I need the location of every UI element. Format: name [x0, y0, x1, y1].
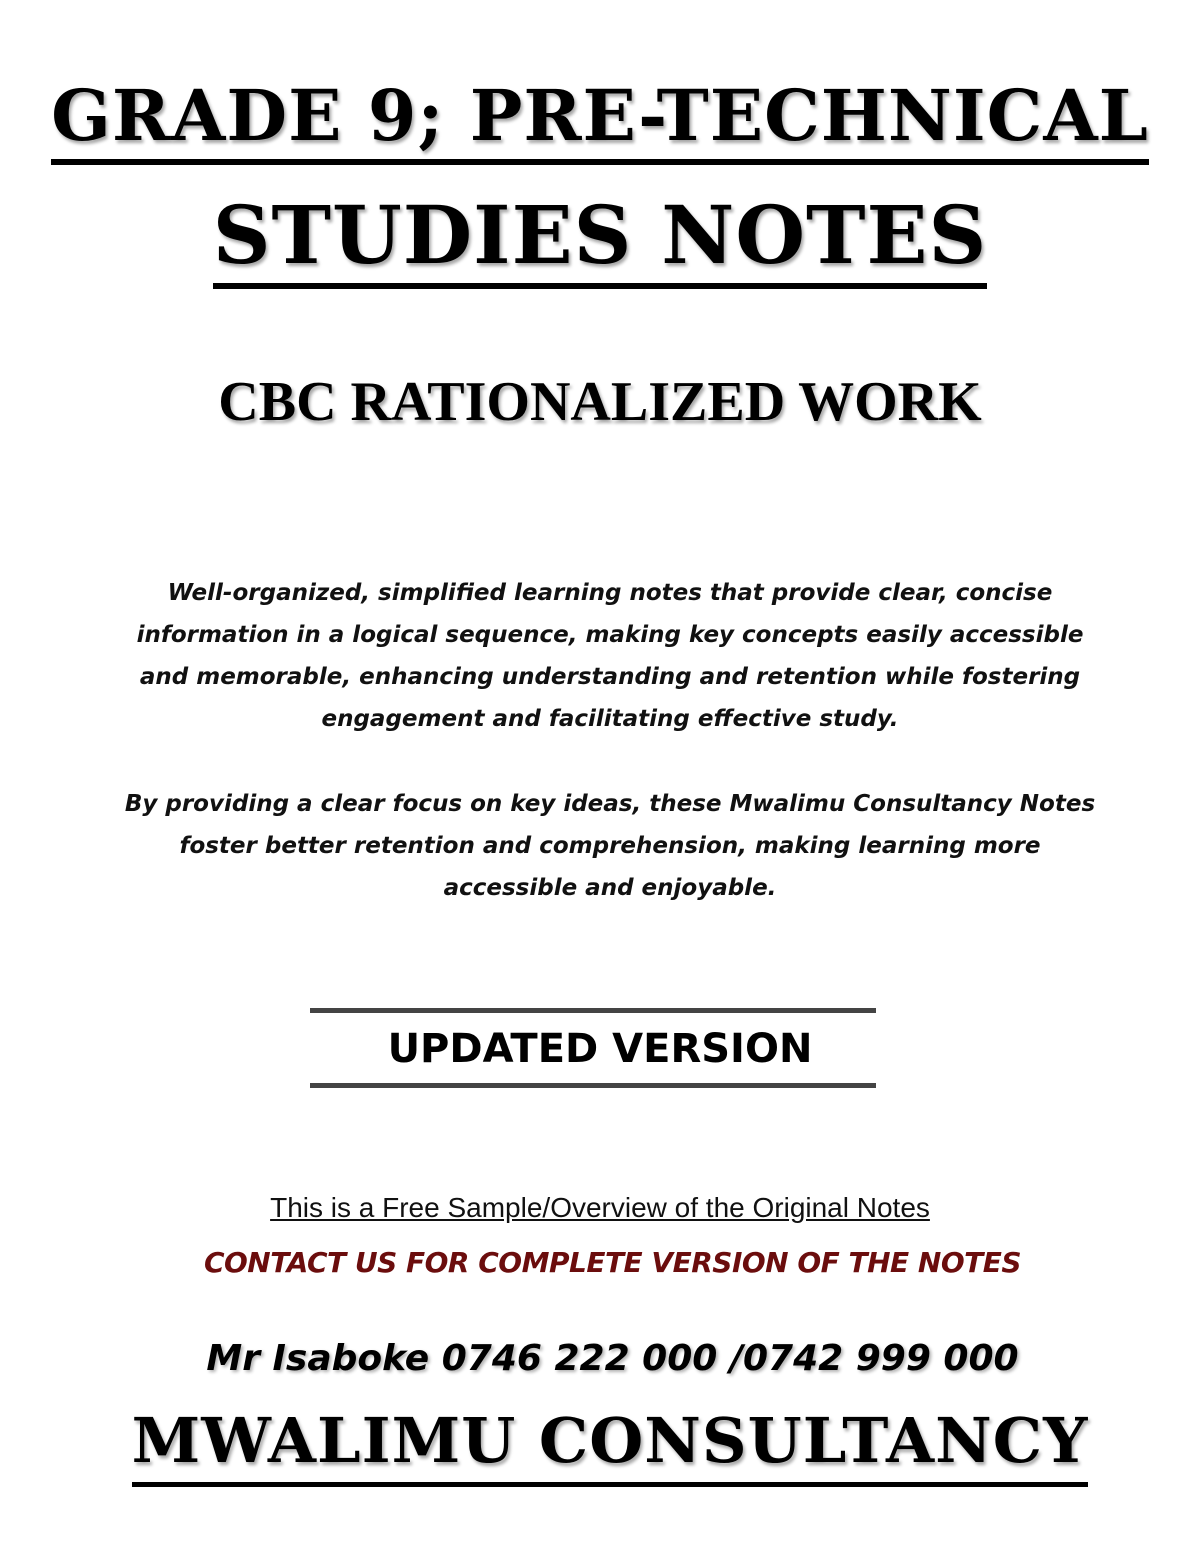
title-line-2 — [0, 188, 1200, 289]
description-paragraph-2: By providing a clear focus on key ideas, these Mwalimu Consultancy Notes foster better retention and comprehension, making learning more accessible and enjoyable. — [124, 791, 1096, 901]
version-rule-bottom — [310, 1083, 876, 1088]
title-line-1 — [0, 74, 1200, 165]
contact-call: CONTACT US FOR COMPLETE VERSION OF THE NOTES — [203, 1246, 1022, 1279]
description-paragraph-1: Well-organized, simplified learning notes that provide clear, concise information in a logical sequence, making key concepts easily accessible and memorable, enhancing understanding and retention while fostering engagement and facilitating effective study. — [136, 580, 1084, 732]
title-text-2: STUDIES NOTES — [213, 195, 988, 289]
contact-phones: Mr Isaboke 0746 222 000 /0742 999 000 — [206, 1338, 1019, 1379]
sample-notice: This is a Free Sample/Overview of the Original Notes — [270, 1192, 930, 1223]
subtitle: CBC RATIONALIZED WORK — [218, 371, 982, 433]
version-rule-top — [310, 1008, 876, 1013]
title-text-1: GRADE 9; PRE-TECHNICAL — [51, 81, 1149, 165]
version-banner: UPDATED VERSION — [387, 1026, 813, 1072]
brand-name: MWALIMU CONSULTANCY — [132, 1410, 1089, 1487]
brand-line — [10, 1404, 1200, 1487]
